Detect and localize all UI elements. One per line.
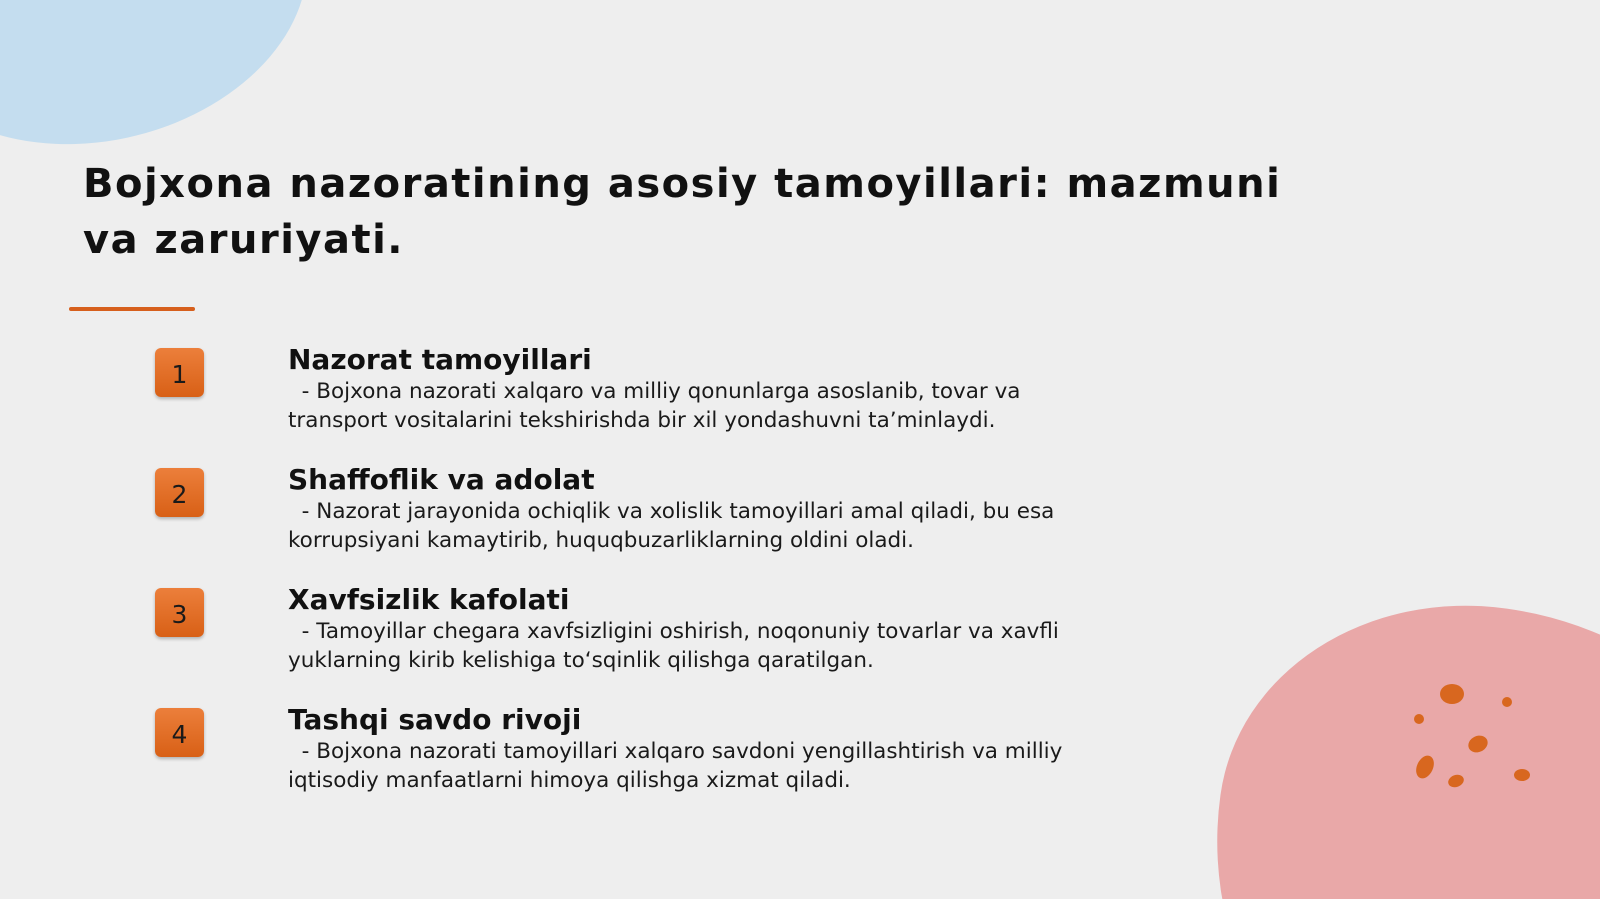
list-item [0,343,1100,448]
decorative-dot [1446,773,1465,790]
number-badge: 3 [155,588,204,637]
list-item [0,583,1100,688]
item-title: Nazorat tamoyillari [288,343,592,376]
item-description: - Bojxona nazorati xalqaro va milliy qonunlarga asoslanib, tovar va transport vositalarini tekshirishda bir xil yondashuvni taʼminlaydi. [288,379,1028,433]
item-content [288,702,1088,795]
decorative-dot [1502,697,1512,707]
item-description: - Tamoyillar chegara xavfsizligini oshirish, noqonuniy tovarlar va xavfli yuklarning kirib kelishiga toʻsqinlik qilishga qaratilgan. [288,619,1066,673]
decorative-dot [1414,714,1424,724]
number-badge: 2 [155,468,204,517]
item-content [288,342,1088,435]
item-title: Xavfsizlik kafolati [288,583,570,616]
number-badge: 4 [155,708,204,757]
item-title: Tashqi savdo rivoji [288,703,582,736]
item-content [288,582,1088,675]
number-badge: 1 [155,348,204,397]
decorative-dot [1514,769,1530,781]
decorative-dot [1413,753,1438,782]
item-content [288,462,1088,555]
list-item [0,703,1100,808]
title-underline [69,307,195,311]
list-item [0,463,1100,568]
item-title: Shaffoflik va adolat [288,463,595,496]
item-description: - Bojxona nazorati tamoyillari xalqaro savdoni yengillashtirish va milliy iqtisodiy manfaatlarni himoya qilishga xizmat qiladi. [288,739,1070,793]
decorative-dot [1466,733,1491,756]
item-description: - Nazorat jarayonida ochiqlik va xolislik tamoyillari amal qiladi, bu esa korrupsiyani kamaytirib, huquqbuzarliklarning oldini oladi. [288,499,1062,553]
decorative-dot [1440,684,1464,704]
slide-title: Bojxona nazoratining asosiy tamoyillari: mazmuni va zaruriyati. [83,161,1282,263]
